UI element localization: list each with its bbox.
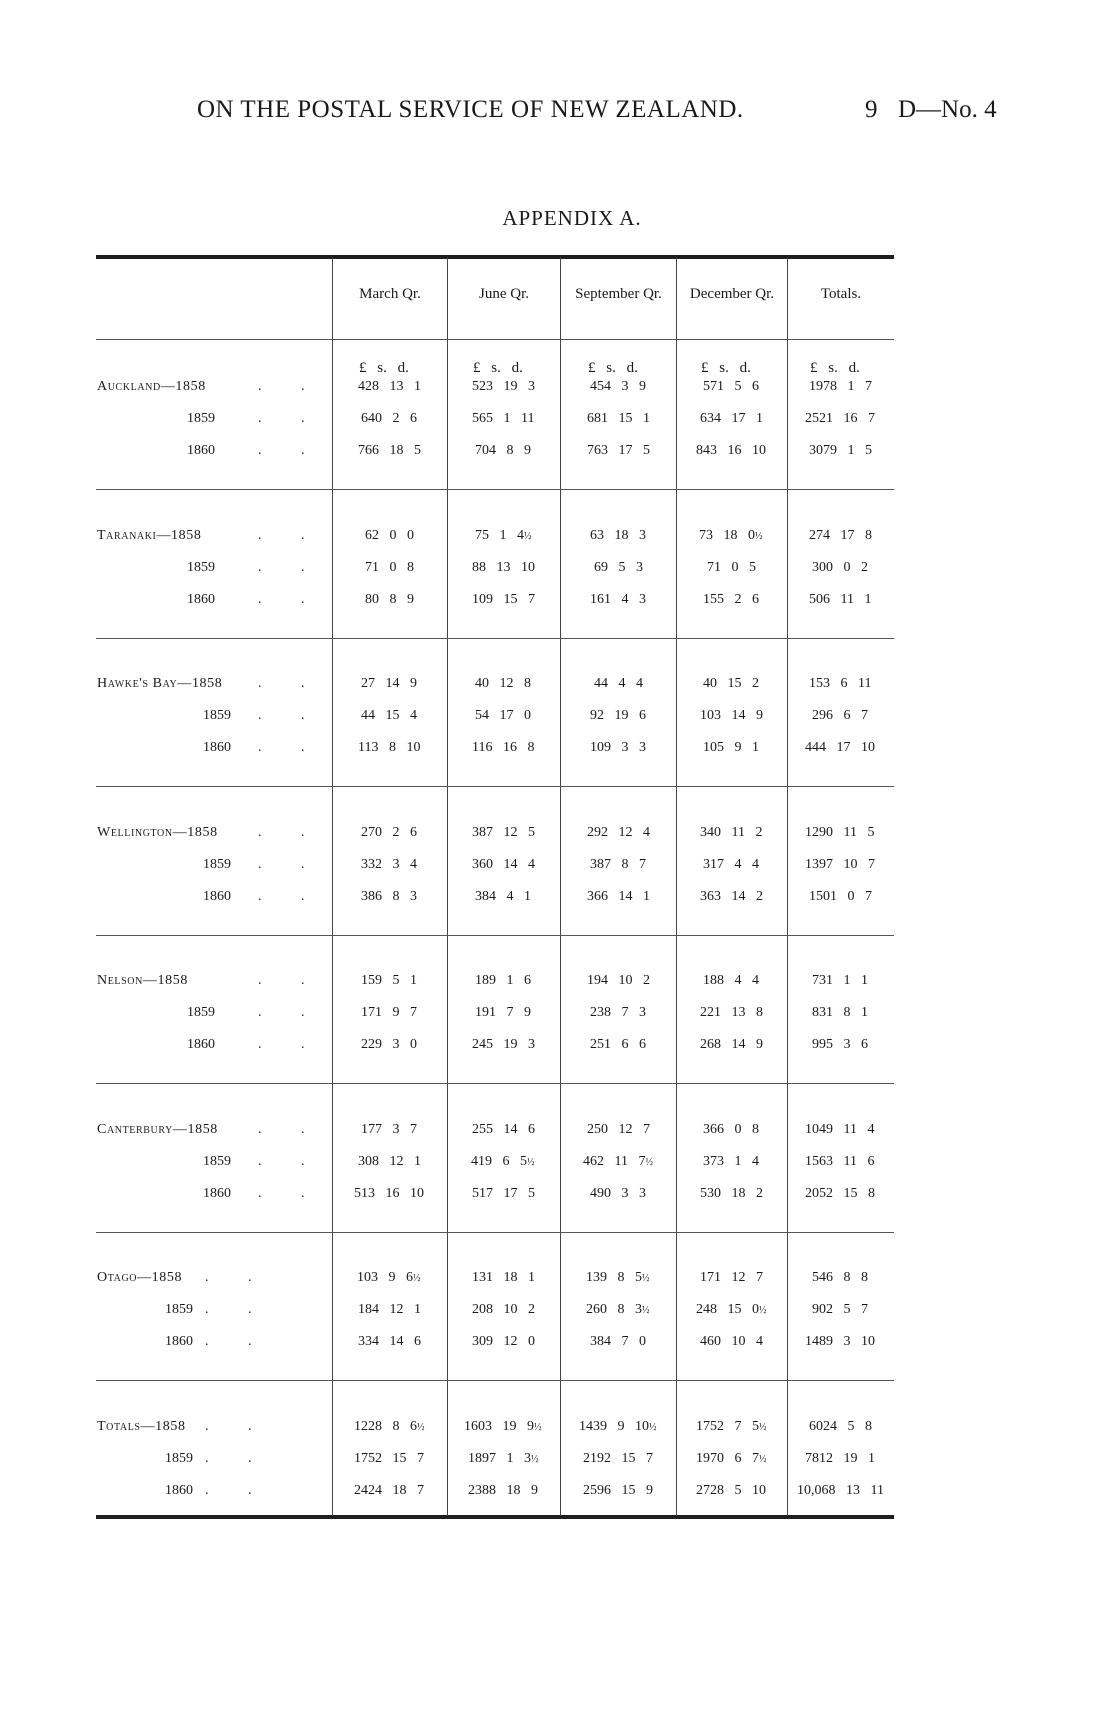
appendix-title: APPENDIX A. [502,206,642,230]
page-header [0,96,1114,136]
table-cell: 2596 15 9 [583,1482,653,1498]
table-cell: 419 6 5½ [471,1153,535,1169]
table-cell: 191 7 9 [475,1005,531,1020]
currency-units-label: £ s. d. [473,360,523,376]
column-header: December Qr. [689,286,775,302]
running-title: ON THE POSTAL SERVICE OF NEW ZEALAND. [197,96,744,123]
column-header: Totals. [820,286,862,302]
table-cell: 317 4 4 [703,856,759,872]
group-separator-rule [96,786,894,787]
leader-dots: . . [205,1482,270,1498]
row-year: 1860 [165,1482,193,1498]
group-separator-rule [96,489,894,490]
table-cell: 843 16 10 [696,443,766,458]
table-cell: 88 13 10 [472,559,535,575]
table-cell: 640 2 6 [361,411,417,426]
table-cell: 1049 11 4 [805,1121,875,1137]
table-cell: 2192 15 7 [583,1450,653,1466]
group-separator-rule [96,935,894,936]
table-cell: 2388 18 9 [468,1482,538,1498]
table-cell: 69 5 3 [594,559,643,575]
table-cell: 340 11 2 [700,824,763,840]
column-rule [787,257,788,1516]
table-cell: 40 12 8 [475,676,531,691]
leader-dots: . . [258,379,323,394]
table-cell: 54 17 0 [475,708,531,723]
table-cell: 260 8 3½ [586,1302,650,1317]
row-year: 1860 [187,443,215,458]
table-cell: 384 4 1 [475,888,531,904]
leader-dots: . . [258,411,323,426]
table-cell: 763 17 5 [587,443,650,458]
row-year: 1859 [203,856,231,872]
table-cell: 2424 18 7 [354,1482,424,1498]
table-cell: 995 3 6 [812,1037,868,1052]
table-cell: 2052 15 8 [805,1185,875,1201]
column-rule [560,257,561,1516]
table-cell: 7812 19 1 [805,1450,875,1466]
group-separator-rule [96,1232,894,1233]
table-cell: 387 8 7 [590,856,646,872]
table-cell: 171 12 7 [700,1270,763,1285]
leader-dots: . . [258,1121,323,1137]
leader-dots: . . [258,1185,323,1201]
row-label: Canterbury—1858 [97,1121,218,1137]
table-cell: 80 8 9 [365,591,414,607]
row-year: 1860 [165,1334,193,1349]
leader-dots: . . [258,559,323,575]
table-cell: 1489 3 10 [805,1334,875,1349]
table-cell: 565 1 11 [472,411,535,426]
table-cell: 460 10 4 [700,1334,763,1349]
leader-dots: . . [205,1334,270,1349]
table-cell: 44 15 4 [361,708,417,723]
table-cell: 184 12 1 [358,1302,421,1317]
table-cell: 103 9 6½ [357,1270,421,1285]
table-cell: 1603 19 9½ [464,1418,542,1434]
row-year: 1860 [187,591,215,607]
table-cell: 171 9 7 [361,1005,417,1020]
table-cell: 546 8 8 [812,1270,868,1285]
table-cell: 73 18 0½ [699,527,763,543]
table-cell: 334 14 6 [358,1334,421,1349]
table-cell: 1228 8 6½ [354,1418,425,1434]
table-cell: 10,068 13 11 [797,1482,884,1498]
table-cell: 1752 7 5½ [696,1418,767,1434]
table-cell: 373 1 4 [703,1153,759,1169]
table-cell: 1978 1 7 [809,379,872,394]
table-cell: 363 14 2 [700,888,763,904]
row-year: 1859 [187,559,215,575]
table-cell: 1563 11 6 [805,1153,875,1169]
row-year: 1859 [165,1450,193,1466]
row-label: Totals—1858 [97,1418,186,1434]
table-cell: 2728 5 10 [696,1482,766,1498]
table-cell: 103 14 9 [700,708,763,723]
table-cell: 255 14 6 [472,1121,535,1137]
table-cell: 116 16 8 [472,740,535,755]
row-year: 1859 [203,1153,231,1169]
leader-dots: . . [258,740,323,755]
page-number: 9 [865,96,878,123]
table-cell: 238 7 3 [590,1005,646,1020]
table-cell: 1439 9 10½ [579,1418,657,1434]
table-cell: 386 8 3 [361,888,417,904]
table-cell: 229 3 0 [361,1037,417,1052]
currency-units-label: £ s. d. [359,360,409,376]
table-cell: 300 0 2 [812,559,868,575]
table-cell: 161 4 3 [590,591,646,607]
leader-dots: . . [258,1005,323,1020]
table-cell: 517 17 5 [472,1185,535,1201]
table-cell: 332 3 4 [361,856,417,872]
table-cell: 245 19 3 [472,1037,535,1052]
row-label: Nelson—1858 [97,973,188,988]
table-cell: 155 2 6 [703,591,759,607]
table-cell: 766 18 5 [358,443,421,458]
table-cell: 831 8 1 [812,1005,868,1020]
leader-dots: . . [258,888,323,904]
table-cell: 428 13 1 [358,379,421,394]
table-cell: 309 12 0 [472,1334,535,1349]
table-cell: 530 18 2 [700,1185,763,1201]
row-year: 1859 [165,1302,193,1317]
table-cell: 92 19 6 [590,708,646,723]
table-cell: 3079 1 5 [809,443,872,458]
row-year: 1860 [203,888,231,904]
leader-dots: . . [258,591,323,607]
table-cell: 139 8 5½ [586,1270,650,1285]
table-cell: 221 13 8 [700,1005,763,1020]
column-rule [332,257,333,1516]
table-cell: 506 11 1 [809,591,872,607]
row-label: Wellington—1858 [97,824,218,840]
table-cell: 704 8 9 [475,443,531,458]
table-cell: 292 12 4 [587,824,650,840]
table-cell: 634 17 1 [700,411,763,426]
currency-units-label: £ s. d. [588,360,638,376]
table-cell: 490 3 3 [590,1185,646,1201]
table-cell: 44 4 4 [594,676,643,691]
table-cell: 1752 15 7 [354,1450,424,1466]
table-cell: 63 18 3 [590,527,646,543]
table-cell: 75 1 4½ [475,527,532,543]
group-separator-rule [96,1380,894,1381]
table-cell: 62 0 0 [365,527,414,543]
table-cell: 571 5 6 [703,379,759,394]
document-reference: D—No. 4 [898,96,997,123]
table-cell: 6024 5 8 [809,1418,872,1434]
leader-dots: . . [258,1037,323,1052]
table-cell: 189 1 6 [475,973,531,988]
row-year: 1860 [187,1037,215,1052]
table-cell: 387 12 5 [472,824,535,840]
table-top-rule [96,255,894,259]
leader-dots: . . [258,443,323,458]
table-cell: 1970 6 7½ [696,1450,767,1466]
table-cell: 444 17 10 [805,740,875,755]
table-cell: 131 18 1 [472,1270,535,1285]
leader-dots: . . [205,1302,270,1317]
leader-dots: . . [258,824,323,840]
leader-dots: . . [205,1418,270,1434]
table-cell: 902 5 7 [812,1302,868,1317]
leader-dots: . . [205,1270,270,1285]
table-cell: 513 16 10 [354,1185,424,1201]
table-cell: 1501 0 7 [809,888,872,904]
column-header: March Qr. [359,286,421,302]
leader-dots: . . [258,676,323,691]
header-divider-rule [96,339,894,340]
table-cell: 523 19 3 [472,379,535,394]
group-separator-rule [96,638,894,639]
table-cell: 109 3 3 [590,740,646,755]
table-cell: 1290 11 5 [805,824,875,840]
column-header: September Qr. [575,286,662,302]
table-cell: 248 15 0½ [696,1302,767,1317]
table-cell: 40 15 2 [703,676,759,691]
row-year: 1859 [187,1005,215,1020]
table-cell: 681 15 1 [587,411,650,426]
table-cell: 2521 16 7 [805,411,875,426]
table-cell: 366 14 1 [587,888,650,904]
table-cell: 208 10 2 [472,1302,535,1317]
table-cell: 188 4 4 [703,973,759,988]
table-cell: 109 15 7 [472,591,535,607]
table-cell: 71 0 5 [707,559,756,575]
table-cell: 268 14 9 [700,1037,763,1052]
table-cell: 251 6 6 [590,1037,646,1052]
row-year: 1860 [203,740,231,755]
leader-dots: . . [258,527,323,543]
table-cell: 296 6 7 [812,708,868,723]
table-cell: 113 8 10 [358,740,421,755]
row-year: 1859 [187,411,215,426]
column-header: June Qr. [479,286,529,302]
table-cell: 454 3 9 [590,379,646,394]
table-cell: 366 0 8 [703,1121,759,1137]
leader-dots: . . [205,1450,270,1466]
table-cell: 308 12 1 [358,1153,421,1169]
currency-units-label: £ s. d. [701,360,751,376]
table-cell: 384 7 0 [590,1334,646,1349]
table-cell: 270 2 6 [361,824,417,840]
table-cell: 159 5 1 [361,973,417,988]
table-cell: 731 1 1 [812,973,868,988]
column-rule [676,257,677,1516]
table-cell: 177 3 7 [361,1121,417,1137]
group-separator-rule [96,1083,894,1084]
column-rule [447,257,448,1516]
table-bottom-rule [96,1515,894,1519]
table-cell: 194 10 2 [587,973,650,988]
row-label: Hawke's Bay—1858 [97,676,223,691]
table-cell: 71 0 8 [365,559,414,575]
table-cell: 274 17 8 [809,527,872,543]
row-label: Taranaki—1858 [97,527,202,543]
row-year: 1860 [203,1185,231,1201]
currency-units-label: £ s. d. [810,360,860,376]
table-cell: 250 12 7 [587,1121,650,1137]
leader-dots: . . [258,708,323,723]
table-cell: 360 14 4 [472,856,535,872]
table-cell: 105 9 1 [703,740,759,755]
table-cell: 1897 1 3½ [468,1450,539,1466]
leader-dots: . . [258,856,323,872]
table-cell: 1397 10 7 [805,856,875,872]
row-year: 1859 [203,708,231,723]
table-cell: 153 6 11 [809,676,872,691]
table-cell: 462 11 7½ [583,1153,653,1169]
leader-dots: . . [258,1153,323,1169]
leader-dots: . . [258,973,323,988]
row-label: Otago—1858 [97,1270,183,1285]
table-cell: 27 14 9 [361,676,417,691]
row-label: Auckland—1858 [97,379,206,394]
